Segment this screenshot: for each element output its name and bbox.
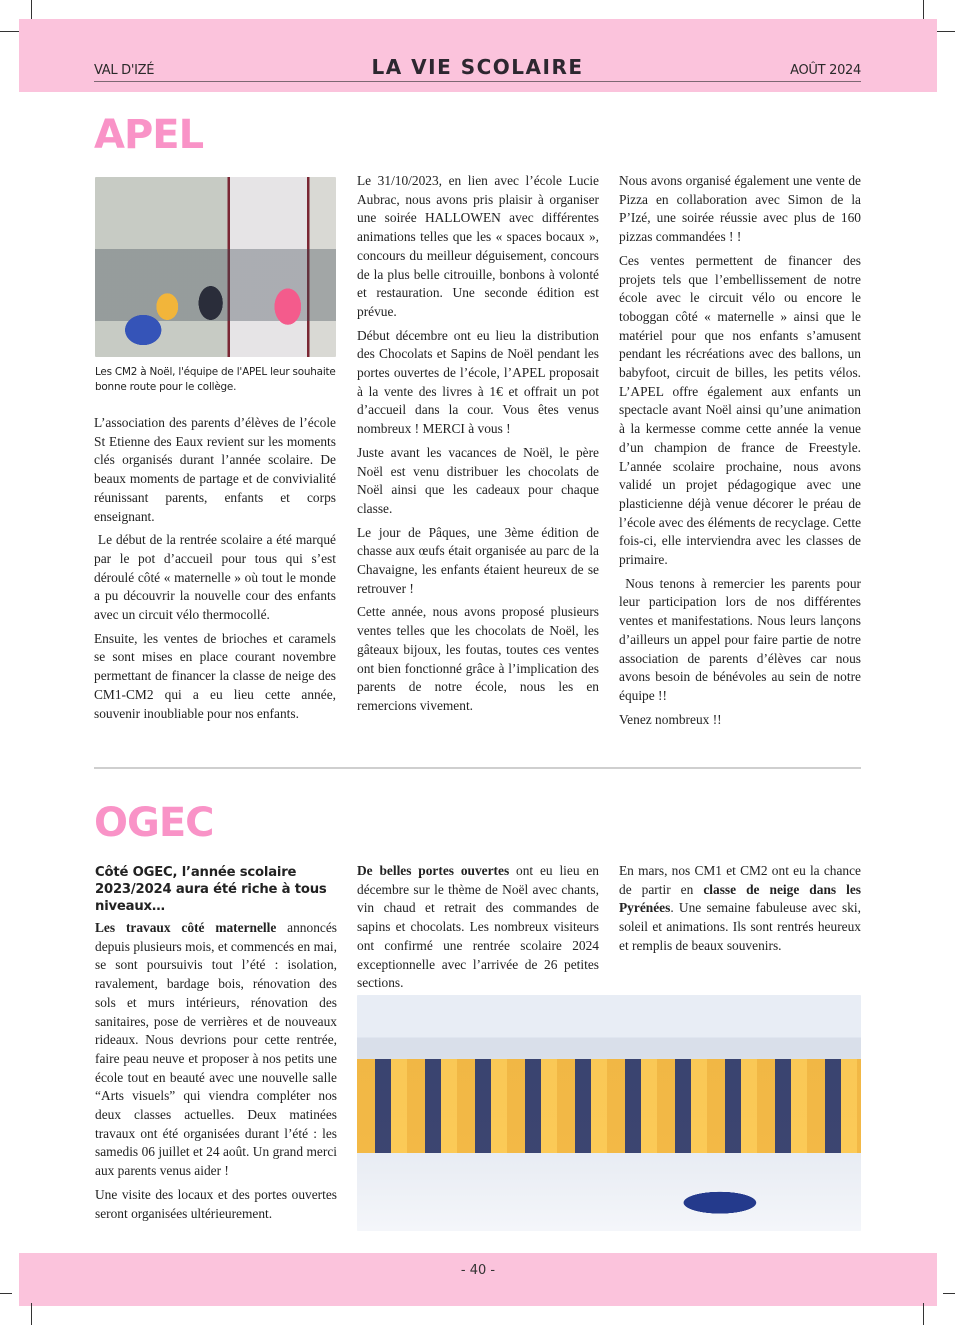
- paragraph: Ces ventes permettent de financer des projets tels que l’embellissement de notre école avec le circuit vélo ou encore le toboggan côté « maternelle » ainsi que le matériel pour que nos enfants s’amusent pendant les récréations avec des ballons, un babyfoot, circuit de billes, les petits vélos. L’APEL offre également aux enfants un spectacle avant Noël ainsi qu’une animation à la kermesse comme cette année la venue d’un champion de france de Freestyle. L’année scolaire prochaine, nous avons validé un projet pédagogique avec une plasticienne déjà venue décorer le préau de l’école avec des éléments de recyclage. Cette fois-ci, elle interviendra avec les classes de primaire.: [619, 252, 862, 568]
- bold-phrase: classe de neige dans les Pyrénées: [619, 881, 861, 916]
- crop-mark-bottom-right-v: [923, 1303, 924, 1325]
- header-date: AOÛT 2024: [790, 63, 861, 78]
- bold-lead: De belles portes ouvertes: [357, 863, 510, 878]
- paragraph: Début décembre ont eu lieu la distribution des Chocolats et Sapins de Noël pendant les portes ouvertes de l’école, l’APEL proposait à la vente des livres à 1€ et offrait un pot d’accueil dans la cour. Vous êtes venus nombreux ! MERCI à vous !: [357, 327, 599, 437]
- bold-lead: Les travaux côté maternelle: [95, 920, 277, 935]
- paragraph: Nous tenons à remercier les parents pour leur participation lors de nos différentes ventes et manifestations. Nous leurs lançons d’ailleurs un appel pour faire partie de notre association de parents d’élèves car nous avons besoin de bénévoles au sein de notre équipe !!: [619, 575, 861, 703]
- paragraph-text: annoncés depuis plusieurs mois, et commencés en mai, se sont poursuivis tout l’été : isolation, ravalement, bardage bois, rénovation des sols et murs intérieurs, rénovation des sanitaires, pose de verrières et de nouveaux rideaux. Nous devrions pour cette rentrée, faire peau neuve et proposer à nos petits une école tout en beauté avec une nouvelle salle “Arts visuels” qui viendra compléter nos deux classes actuelles. Deux matinées travaux ont été organisées durant l’été : les samedis 06 juillet et 24 août. Un grand merci aux parents venus aider !: [95, 920, 337, 1179]
- crop-mark-bottom-right-h: [943, 1293, 955, 1294]
- paragraph: Venez nombreux !!: [619, 711, 722, 727]
- paragraph: Nous avons organisé également une vente de Pizza en collaboration avec Simon de la P’Izé, une soirée réussie avec plus de 160 pizzas commandées ! !: [619, 173, 861, 245]
- page-title: LA VIE SCOLAIRE: [371, 55, 584, 79]
- photo-class-christmas: [95, 177, 336, 357]
- header-town: VAL D'IZÉ: [94, 63, 155, 78]
- apel-column-3: [619, 172, 861, 734]
- paragraph: Une visite des locaux et des portes ouvertes seront organisées ultérieurement.: [95, 1186, 337, 1221]
- paragraph: [619, 862, 861, 956]
- paragraph-text: En mars, nos CM1 et CM2 ont eu la chance de partir en: [619, 863, 861, 897]
- paragraph: Cette année, nous avons proposé plusieurs ventes telles que les chocolats de Noël, les gâteaux bijoux, les foutas, toutes ces ventes ont bien fonctionné grâce à l’implication des parents de notre école, nous les en remercions vivement.: [357, 604, 599, 713]
- footer-band: [19, 1253, 937, 1306]
- apel-column-2: [357, 172, 599, 721]
- ogec-column-2: [357, 862, 599, 998]
- paragraph: Ensuite, les ventes de brioches et caramels se sont mises en place courant novembre permettant de financer la classe de neige des CM1-CM2 qui a eu lieu cette année, souvenir inoubliable pour nos enfants.: [94, 630, 336, 721]
- paragraph: Le début de la rentrée scolaire a été marqué par le pot d’accueil pour tous qui s’est déroulé côté « maternelle » où tout le monde a pu découvrir la nouvelle cour des enfants avec un circuit vélo thermocollé.: [94, 532, 336, 623]
- paragraph: Le 31/10/2023, en lien avec l’école Lucie Aubrac, nous avons pris plaisir à organiser une soirée HALLOWEN avec différentes animations telles que les « spaces bocaux », concours du meilleur déguisement, concours de la plus belle citrouille, bonbons à volonté et restauration. Une seconde édition est prévue.: [357, 173, 599, 319]
- ogec-column-1: [95, 864, 337, 1228]
- page-number: - 40 -: [460, 1263, 496, 1278]
- crop-mark-bottom-left-h: [0, 1293, 12, 1294]
- paragraph: [95, 919, 337, 1181]
- ogec-column-3: [619, 862, 861, 961]
- ogec-subheading: Côté OGEC, l’année scolaire 2023/2024 aura été riche à tous niveaux…: [95, 865, 327, 914]
- paragraph: [357, 862, 599, 993]
- paragraph: Le jour de Pâques, une 3ème édition de chasse aux œufs était organisée au parc de la Chavaigne, les enfants étaient heureux de se retrouver !: [357, 524, 599, 596]
- paragraph: Juste avant les vacances de Noël, le père Noël est venu distribuer les chocolats de Noël ainsi que les cadeaux pour chaque classe.: [357, 444, 599, 516]
- crop-mark-bottom-left-v: [31, 1303, 32, 1325]
- photo-caption: Les CM2 à Noël, l'équipe de l'APEL leur souhaite bonne route pour le collège.: [95, 366, 336, 393]
- section-divider: [94, 767, 861, 769]
- paragraph-text: . Une semaine fabuleuse avec ski, soleil et animations. Ils sont rentrés heureux et remplis de beaux souvenirs.: [619, 900, 861, 953]
- apel-column-1: [94, 414, 336, 728]
- photo-ski-group: [357, 995, 861, 1231]
- page-header: [94, 57, 861, 82]
- paragraph: L’association des parents d’élèves de l’école St Etienne des Eaux revient sur les moments clés organisés durant l’année scolaire. De beaux moments de partage et de convivialité réunissant parents, enfants et corps enseignant.: [94, 415, 336, 524]
- paragraph-text: ont eu lieu en décembre sur le thème de Noël avec chants, vin chaud et retrait des commandes de sapins et chocolats. Les nombreux visiteurs ont confirmé une rentrée scolaire 2024 exceptionnelle avec l’arrivée de 26 petites sections.: [357, 863, 600, 991]
- section-title-ogec: OGEC: [94, 800, 214, 846]
- section-title-apel: APEL: [94, 112, 204, 158]
